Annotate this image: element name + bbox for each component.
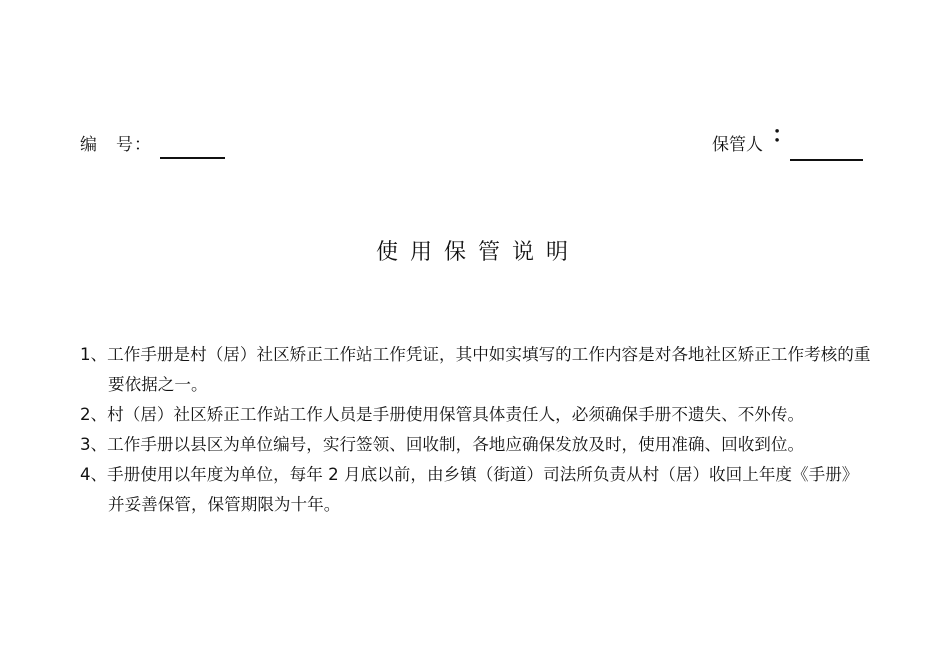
instruction-item-2 (80, 400, 872, 430)
keeper-colon: ： (772, 123, 795, 148)
instruction-item-3 (80, 430, 872, 460)
instruction-item-1 (80, 340, 872, 400)
instruction-item-4 (80, 460, 872, 520)
instruction-number: 1、 (80, 345, 108, 364)
instruction-number: 3、 (80, 435, 108, 454)
keeper-blank-line (790, 159, 863, 161)
instruction-text: 工作手册以县区为单位编号，实行签领、回收制，各地应确保发放及时，使用准确、回收到位。 (107, 435, 805, 454)
keeper-field (712, 118, 864, 162)
page-title: 使用保管说明 (375, 240, 580, 265)
instruction-number: 4、 (80, 465, 108, 484)
number-blank-line (160, 157, 225, 159)
instruction-text: 工作手册是村（居）社区矫正工作站工作凭证，其中如实填写的工作内容是对各地社区矫正工作考核的重要依据之一。 (107, 345, 871, 394)
instructions-list (80, 340, 872, 520)
instruction-text: 手册使用以年度为单位，每年 2 月底以前，由乡镇（街道）司法所负责从村（居）收回上年度《手册》并妥善保管，保管期限为十年。 (107, 465, 859, 514)
number-label: 编 号： (80, 135, 152, 155)
instruction-text: 村（居）社区矫正工作站工作人员是手册使用保管具体责任人，必须确保手册不遗失、不外传。 (107, 405, 805, 424)
keeper-label: 保管人 (712, 135, 763, 155)
instruction-number: 2、 (80, 405, 108, 424)
